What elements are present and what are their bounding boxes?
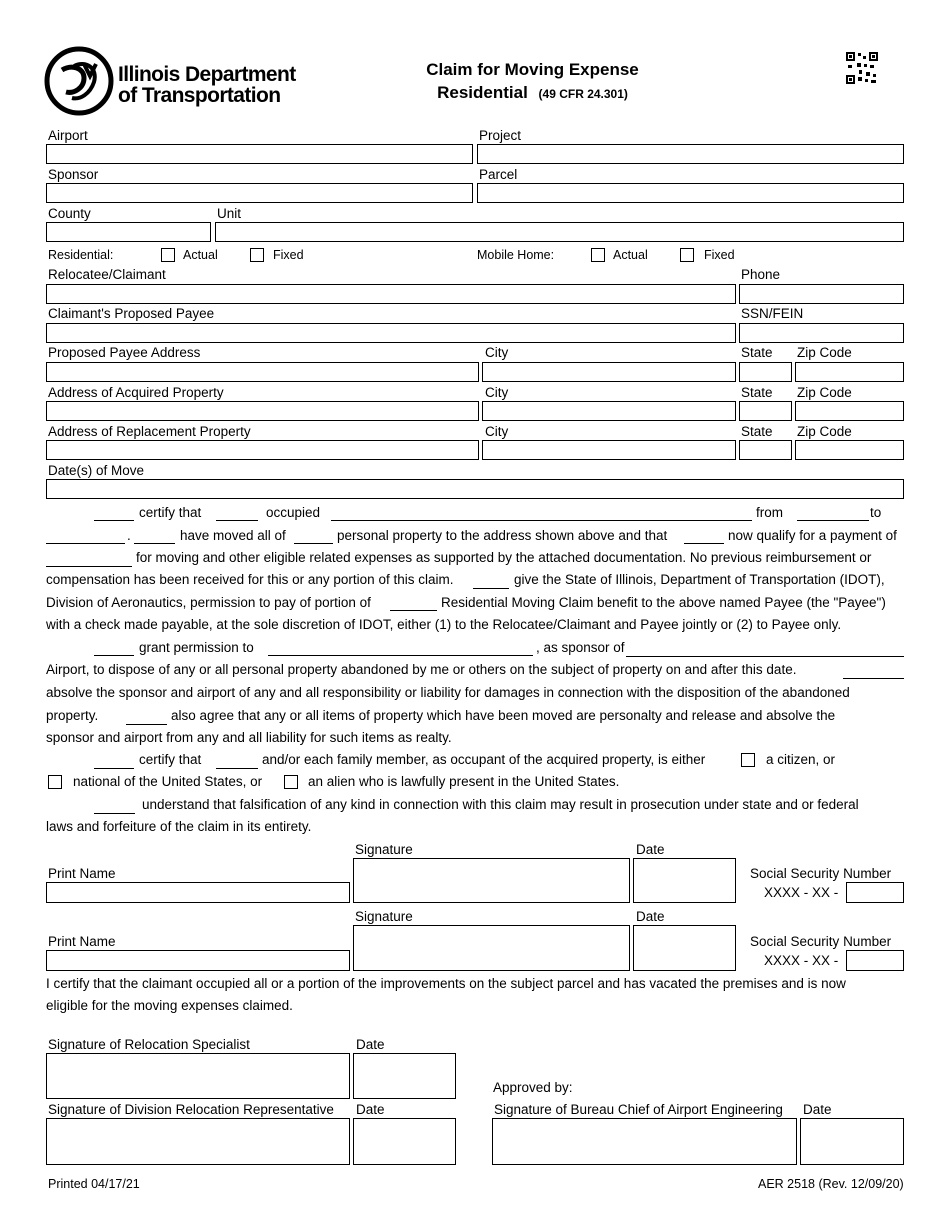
blank-claimant-8[interactable] <box>94 655 134 656</box>
body-l2a: . <box>127 528 131 543</box>
payee-zip-label: Zip Code <box>797 345 852 360</box>
body-l12a: certify that <box>139 752 202 767</box>
relocation-specialist-date[interactable] <box>353 1053 456 1099</box>
sponsor-field[interactable] <box>46 183 473 203</box>
replacement-address-label: Address of Replacement Property <box>48 424 251 439</box>
county-field[interactable] <box>46 222 211 242</box>
division-rep-label: Signature of Division Relocation Representative <box>48 1102 334 1117</box>
acquired-city-field[interactable] <box>482 401 736 421</box>
blank-claimant-5[interactable] <box>684 543 724 544</box>
blank-from-date[interactable] <box>797 520 869 521</box>
dates-of-move-label: Date(s) of Move <box>48 463 145 478</box>
acquired-zip-label: Zip Code <box>797 385 852 400</box>
body-l7a: grant permission to <box>139 640 254 655</box>
county-label: County <box>48 206 91 221</box>
mobile-home-label: Mobile Home: <box>477 248 555 262</box>
replacement-state-field[interactable] <box>739 440 792 460</box>
payee-zip-field[interactable] <box>795 362 904 382</box>
body-l4a: compensation has been received for this or any portion of this claim. <box>46 572 454 587</box>
ssn-fein-label: SSN/FEIN <box>741 306 804 321</box>
relocation-specialist-date-label: Date <box>356 1037 385 1052</box>
mobile-home-actual-label: Actual <box>613 248 648 262</box>
parcel-label: Parcel <box>479 167 518 182</box>
bureau-chief-date[interactable] <box>800 1118 904 1165</box>
body-l9: absolve the sponsor and airport of any and all responsibility or liability for damages in connection with the disposition of the abandoned <box>46 685 850 700</box>
certify-line1: I certify that the claimant occupied all or a portion of the improvements on the subject parcel and has vacated the premises and is now <box>46 976 846 991</box>
airport-label: Airport <box>48 128 88 143</box>
acquired-zip-field[interactable] <box>795 401 904 421</box>
ssn-fein-field[interactable] <box>739 323 904 343</box>
blank-payment-amount[interactable] <box>46 566 132 567</box>
blank-sponsor-name[interactable] <box>268 655 533 656</box>
idot-logo-icon <box>44 46 114 116</box>
body-l5a: Division of Aeronautics, permission to pay of portion of <box>46 595 371 610</box>
body-l7b: , as sponsor of <box>536 640 625 655</box>
residential-actual-checkbox[interactable] <box>161 248 175 262</box>
residential-actual-label: Actual <box>183 248 218 262</box>
ssn-2-label-a: Social Security <box>750 934 840 949</box>
bureau-chief-label: Signature of Bureau Chief of Airport Engineering <box>494 1102 783 1117</box>
replacement-address-field[interactable] <box>46 440 479 460</box>
qr-code-icon <box>846 52 878 84</box>
relocatee-field[interactable] <box>46 284 736 304</box>
payee-label: Claimant's Proposed Payee <box>48 306 215 321</box>
body-l10a: property. <box>46 708 99 723</box>
date-2-label: Date <box>636 909 665 924</box>
acquired-address-field[interactable] <box>46 401 479 421</box>
body-l6: with a check made payable, at the sole discretion of IDOT, either (1) to the Relocatee/Claimant and Payee jointly or (2) to Payee only. <box>46 617 842 632</box>
unit-field[interactable] <box>215 222 904 242</box>
payee-field[interactable] <box>46 323 736 343</box>
blank-claimant-2[interactable] <box>216 520 258 521</box>
division-rep-date[interactable] <box>353 1118 456 1165</box>
print-name-1-field[interactable] <box>46 882 350 903</box>
division-rep-signature[interactable] <box>46 1118 350 1165</box>
body-l13b: an alien who is lawfully present in the United States. <box>308 774 620 789</box>
ssn-1-label-b: Number <box>843 866 892 881</box>
ssn-2-label <box>750 934 891 949</box>
idot-logo <box>44 46 114 116</box>
payee-state-field[interactable] <box>739 362 792 382</box>
body-l13a: national of the United States, or <box>73 774 263 789</box>
replacement-city-field[interactable] <box>482 440 736 460</box>
signature-2-label: Signature <box>355 909 413 924</box>
acquired-address-label: Address of Acquired Property <box>48 385 224 400</box>
org-name-line1: Illinois Department <box>118 63 296 86</box>
form-subtitle <box>380 83 685 103</box>
body-l3: for moving and other eligible related expenses as supported by the attached documentation. No previous reimbursement or <box>136 550 872 565</box>
blank-claimant-9[interactable] <box>843 678 904 679</box>
ssn-1-mask: XXXX - XX - <box>764 885 839 900</box>
project-label: Project <box>479 128 522 143</box>
blank-claimant-4[interactable] <box>294 543 333 544</box>
body-l1a: certify that <box>139 505 202 520</box>
parcel-field[interactable] <box>477 183 904 203</box>
project-field[interactable] <box>477 144 904 164</box>
acquired-state-field[interactable] <box>739 401 792 421</box>
blank-claimant-13[interactable] <box>94 813 135 814</box>
approved-by-label: Approved by: <box>493 1080 573 1095</box>
subtitle-text: Residential <box>437 83 528 102</box>
payee-city-field[interactable] <box>482 362 736 382</box>
date-1-field[interactable] <box>633 858 736 903</box>
body-l2b: have moved all of <box>180 528 286 543</box>
org-name <box>118 64 296 106</box>
blank-to-date[interactable] <box>46 543 125 544</box>
residential-fixed-label: Fixed <box>273 248 304 262</box>
lawful-alien-checkbox[interactable] <box>284 775 298 789</box>
body-l2d: now qualify for a payment of <box>728 528 897 543</box>
blank-claimant-3[interactable] <box>134 543 175 544</box>
ssn-2-mask: XXXX - XX - <box>764 953 839 968</box>
relocation-specialist-signature[interactable] <box>46 1053 350 1099</box>
mobile-home-fixed-label: Fixed <box>704 248 735 262</box>
ssn-2-label-b: Number <box>843 934 892 949</box>
signature-2-field[interactable] <box>353 925 630 971</box>
relocatee-label: Relocatee/Claimant <box>48 267 166 282</box>
ssn-1-last4-field[interactable] <box>846 882 904 903</box>
blank-occupied-property[interactable] <box>331 520 752 521</box>
signature-1-field[interactable] <box>353 858 630 903</box>
body-l12c: a citizen, or <box>766 752 836 767</box>
print-name-2-field[interactable] <box>46 950 350 971</box>
payee-city-label: City <box>485 345 509 360</box>
cfr-citation: (49 CFR 24.301) <box>538 87 628 101</box>
certify-line2: eligible for the moving expenses claimed. <box>46 998 293 1013</box>
relocation-specialist-label: Signature of Relocation Specialist <box>48 1037 250 1052</box>
bureau-chief-signature[interactable] <box>492 1118 797 1165</box>
replacement-city-label: City <box>485 424 509 439</box>
blank-claimant-12[interactable] <box>216 768 258 769</box>
payee-state-label: State <box>741 345 773 360</box>
date-1-label: Date <box>636 842 665 857</box>
airport-field[interactable] <box>46 144 473 164</box>
blank-claimant-7[interactable] <box>390 610 437 611</box>
mobile-home-fixed-checkbox[interactable] <box>680 248 694 262</box>
print-name-1-label: Print Name <box>48 866 116 881</box>
body-l4b: give the State of Illinois, Department of Transportation (IDOT), <box>514 572 885 587</box>
residential-label: Residential: <box>48 248 114 262</box>
payee-address-label: Proposed Payee Address <box>48 345 201 360</box>
form-title: Claim for Moving Expense <box>426 60 639 79</box>
bureau-chief-date-label: Date <box>803 1102 832 1117</box>
unit-label: Unit <box>217 206 242 221</box>
body-l1d: to <box>870 505 882 520</box>
replacement-zip-field[interactable] <box>795 440 904 460</box>
dates-of-move-field[interactable] <box>46 479 904 499</box>
date-2-field[interactable] <box>633 925 736 971</box>
residential-fixed-checkbox[interactable] <box>250 248 264 262</box>
blank-airport-name[interactable] <box>626 656 904 657</box>
body-l10b: also agree that any or all items of property which have been moved are personalty and release and absolve the <box>171 708 836 723</box>
acquired-state-label: State <box>741 385 773 400</box>
body-l14: understand that falsification of any kind in connection with this claim may result in prosecution under state and or federal <box>142 797 859 812</box>
blank-claimant-6[interactable] <box>473 588 509 589</box>
print-name-2-label: Print Name <box>48 934 116 949</box>
national-checkbox[interactable] <box>48 775 62 789</box>
body-l8: Airport, to dispose of any or all personal property abandoned by me or others on the subject of property on and after this date. <box>46 662 797 677</box>
phone-label: Phone <box>741 267 781 282</box>
form-id: AER 2518 (Rev. 12/09/20) <box>758 1177 904 1191</box>
ssn-1-label-a: Social Security <box>750 866 840 881</box>
body-l5b: Residential Moving Claim benefit to the above named Payee (the "Payee") <box>441 595 886 610</box>
blank-claimant-11[interactable] <box>94 768 134 769</box>
body-l11: sponsor and airport from any and all liability for such items as realty. <box>46 730 452 745</box>
body-l1c: from <box>756 505 783 520</box>
citizen-checkbox[interactable] <box>741 753 755 767</box>
body-l15: laws and forfeiture of the claim in its entirety. <box>46 819 312 834</box>
printed-date: Printed 04/17/21 <box>48 1177 140 1191</box>
replacement-state-label: State <box>741 424 773 439</box>
blank-claimant-10[interactable] <box>126 724 167 725</box>
mobile-home-actual-checkbox[interactable] <box>591 248 605 262</box>
body-l12b: and/or each family member, as occupant of the acquired property, is either <box>262 752 706 767</box>
acquired-city-label: City <box>485 385 509 400</box>
division-rep-date-label: Date <box>356 1102 385 1117</box>
sponsor-label: Sponsor <box>48 167 99 182</box>
signature-1-label: Signature <box>355 842 413 857</box>
replacement-zip-label: Zip Code <box>797 424 852 439</box>
blank-claimant-1[interactable] <box>94 520 134 521</box>
ssn-2-last4-field[interactable] <box>846 950 904 971</box>
payee-address-field[interactable] <box>46 362 479 382</box>
org-name-line2: of Transportation <box>118 84 281 107</box>
body-l1b: occupied <box>266 505 321 520</box>
ssn-1-label <box>750 866 891 881</box>
phone-field[interactable] <box>739 284 904 304</box>
body-l2c: personal property to the address shown above and that <box>337 528 668 543</box>
